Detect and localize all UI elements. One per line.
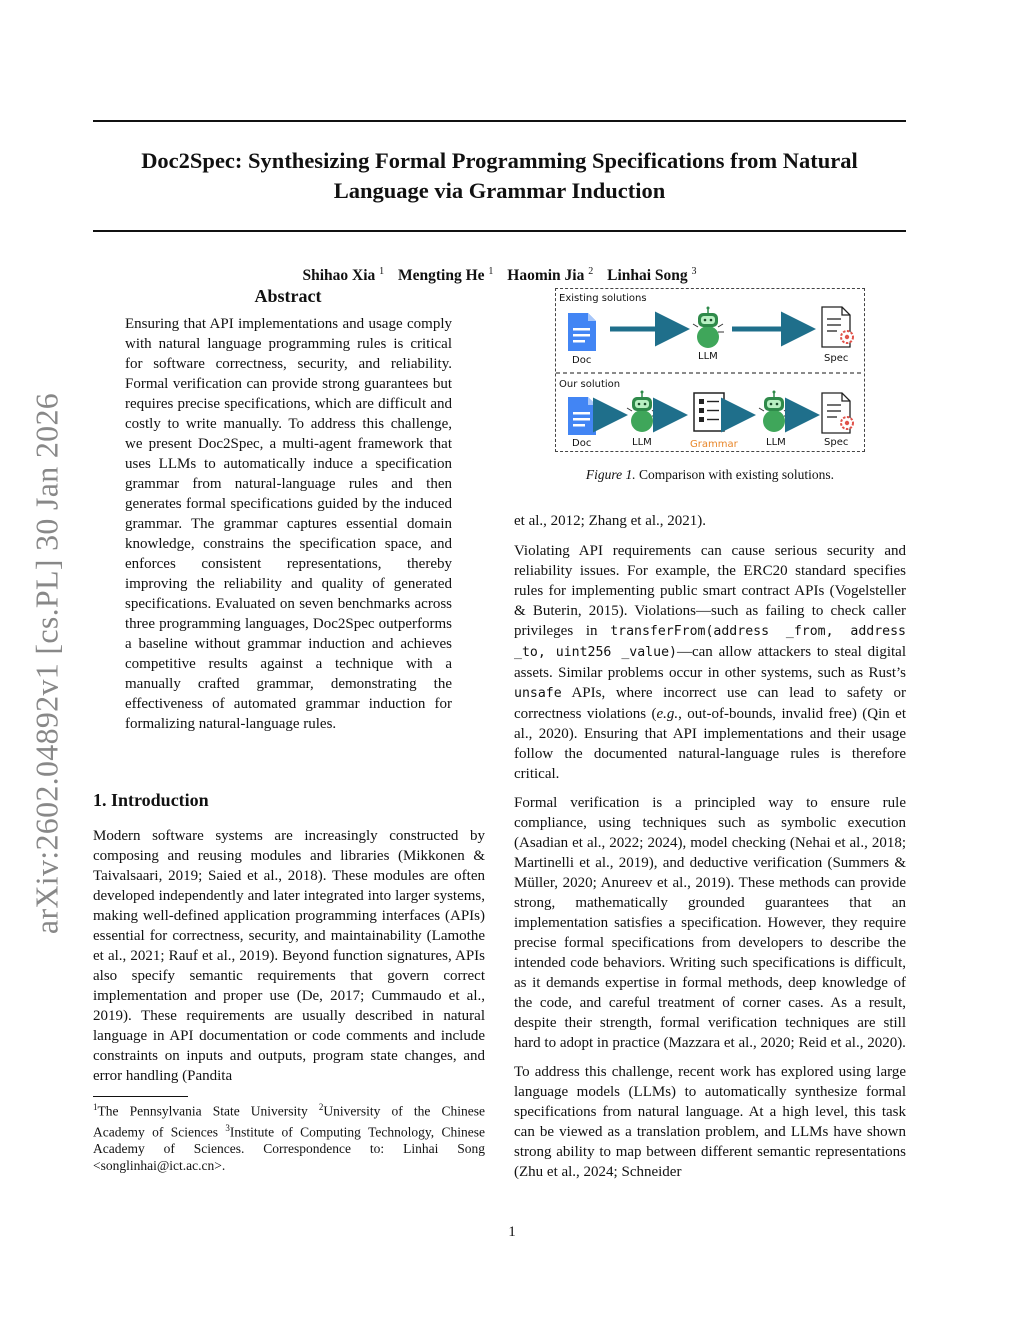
top-rule <box>93 120 906 122</box>
doc-label: Doc <box>572 355 592 366</box>
paper-title: Doc2Spec: Synthesizing Formal Programming Specifications from Natural Language via Grammar Induction <box>141 148 858 203</box>
footnote-rule <box>93 1096 188 1097</box>
author: Haomin Jia $^2$ <box>507 266 594 285</box>
spec-label: Spec <box>824 353 849 364</box>
intro-paragraph-4: To address this challenge, recent work has explored using large language models (LLMs) to automatically synthesize formal specifications from natural language. At a high level, this task can be viewed as a translation problem, and LLMs have shown strong ability to map between different semantic representations (Zhu et al., 2024; Schneider <box>514 1064 906 1180</box>
robot-llm-icon <box>693 307 724 349</box>
section-heading-introduction: 1. Introduction <box>93 790 209 810</box>
page-number: 1 <box>508 1224 516 1240</box>
author: Shihao Xia $^1$ <box>302 266 385 285</box>
arxiv-identifier: arXiv:2602.04892v1 [cs.PL] 30 Jan 2026 <box>28 392 65 935</box>
figure-1-caption: Figure 1. Comparison with existing solutions. <box>585 467 835 482</box>
intro-paragraph-1-continued: et al., 2012; Zhang et al., 2021). <box>514 513 707 529</box>
right-column <box>514 511 906 1191</box>
existing-solutions-label: Existing solutions <box>559 293 647 304</box>
grammar-icon <box>694 393 724 431</box>
spec-icon <box>822 393 853 433</box>
title-bottom-rule <box>93 230 906 232</box>
figure-1-diagram <box>555 288 865 452</box>
our-solution-label: Our solution <box>559 379 621 390</box>
robot-llm-icon <box>627 391 658 433</box>
robot-llm-icon <box>759 391 790 433</box>
llm-label: LLM <box>632 437 652 448</box>
intro-paragraph-2: Violating API requirements can cause serious security and reliability issues. For example, the ERC20 standard specifies rules for implementing public smart contract APIs (Vogelsteller & Buterin, 2015). Violations—such as failing to check caller privileges in transferFrom(address _from, address _to, uint256 _value)—can allow attackers to steal digital assets. Similar problems occur in other systems, such as Rust’s unsafe APIs, where incorrect use can lead to safety or correctness violations (e.g., out-of-bounds, invalid free) (Qin et al., 2020). Ensuring that API implementations and their usage follow the documented natural-language rules is therefore critical. <box>514 543 907 782</box>
affiliation-footnote: $^1$The Pennsylvania State University $^2$University of the Chinese Academy of Sciences $^3$Institute of Computing Technology, Chinese Academy of Sciences. Correspondence to: Linhai Song <songlinhai@ict.ac.cn>. <box>93 1102 485 1173</box>
author: Linhai Song $^3$ <box>607 266 697 285</box>
author: Mengting He $^1$ <box>398 266 494 285</box>
llm-label: LLM <box>766 437 786 448</box>
intro-paragraph-1: Modern software systems are increasingly constructed by composing and reusing modules and libraries (Mikkonen & Taivalsaari, 2019; Saied et al., 2018). These modules are often developed independently and later integrated into larger systems, making well-defined application programming interfaces (APIs) essential for correctness, security, and maintainability (Lamothe et al., 2021; Rauf et al., 2019). Beyond function signatures, APIs also specify semantic requirements that govern correct implementation and proper use (De, 2017; Cummaudo et al., 2019). These requirements are usually described in natural language in API documentation or code comments and include constraints on inputs and outputs, program state changes, and error handling (Pandita <box>93 828 485 1084</box>
intro-paragraph-3: Formal verification is a principled way to ensure rule compliance, using techniques such as symbolic execution (Asadian et al., 2022; 2024), model checking (Nehai et al., 2018; Martinelli et al., 2019), and deductive verification (Summers & Müller, 2020; Anureev et al., 2019). These methods can provide strong, mathematically grounded guarantees that an implementation satisfies a specification. However, they require precise formal specifications from developers to describe the intended code behaviors. Writing such specifications is difficult, as it demands expertise in formal methods, deep knowledge of the code, and careful treatment of corner cases. As a result, despite their strength, formal verification techniques are still hard to adopt in practice (Mazzara et al., 2020; Reid et al., 2020). <box>514 795 906 1051</box>
abstract-text: Ensuring that API implementations and usage comply with natural language programming rules is critical for software correctness, security, and reliability. Formal verification can provide strong guarantees but requires precise specifications, which are difficult and costly to write manually. To address this challenge, we present Doc2Spec, a multi-agent framework that uses LLMs to automatically induce a specification grammar from natural-language rules and then generates formal specifications guided by the induced grammar. The grammar captures essential domain knowledge, constrains the specification space, and enforces consistent representations, thereby improving the reliability and quality of generated specifications. Evaluated on seven benchmarks across three programming languages, Doc2Spec outperforms a baseline without grammar induction and achieves competitive results against a technique with a manually crafted grammar, demonstrating the effectiveness of automated grammar induction for formalizing natural-language rules. <box>125 316 452 732</box>
author-list <box>93 266 906 285</box>
grammar-label: Grammar <box>690 439 738 450</box>
doc-icon <box>568 397 596 435</box>
spec-label: Spec <box>824 437 849 448</box>
llm-label: LLM <box>698 351 718 362</box>
abstract-heading: Abstract <box>254 286 322 306</box>
doc-icon <box>568 313 596 351</box>
spec-icon <box>822 307 853 347</box>
doc-label: Doc <box>572 438 592 449</box>
